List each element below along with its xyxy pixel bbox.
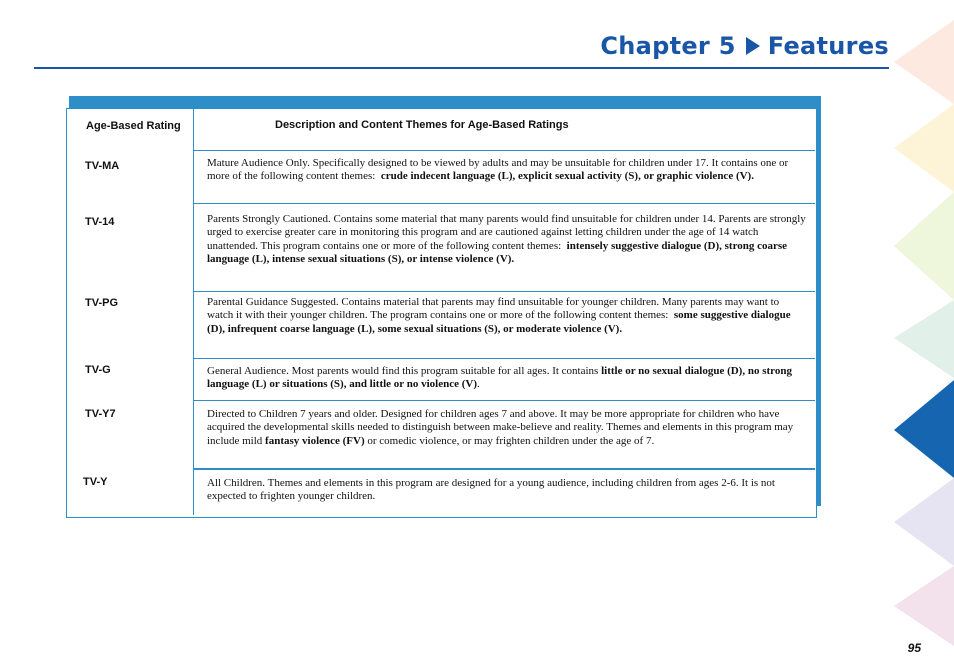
description-text: Directed to Children 7 years and older. Designed for children ages 7 and above. It may be more appropriate for children who have acquired the developmental skills needed to distinguish between make-believe and reality. Themes and elements in this program may include mild <box>207 408 794 447</box>
row-divider <box>193 468 815 470</box>
description-tail: or comedic violence, or may frighten children under the age of 7. <box>367 434 655 447</box>
chevron-right-icon <box>746 37 760 55</box>
chapter-heading <box>600 32 889 60</box>
content-themes: some suggestive dialogue (D), infrequent coarse language (L), some sexual situations (S), or moderate violence (V). <box>207 309 791 335</box>
rating-code: TV-PG <box>85 297 119 309</box>
rating-description <box>207 408 807 448</box>
chapter-label: Chapter 5 <box>600 32 736 60</box>
page-number: 95 <box>907 641 921 655</box>
content-themes: fantasy violence (FV) <box>265 434 365 447</box>
description-text: Parental Guidance Suggested. Contains material that parents may find unsuitable for younger children. Many parents may want to watch it with their younger children. The program contains one or more of the following content themes: <box>207 296 780 322</box>
row-divider <box>193 203 815 204</box>
description-text: General Audience. Most parents would find this program suitable for all ages. It contains <box>207 365 599 377</box>
row-divider <box>193 358 815 359</box>
content-themes: intensely suggestive dialogue (D), strong coarse language (L), intense sexual situations (S), or intense violence (V). <box>207 239 788 266</box>
deco-triangle-lavender <box>894 478 954 566</box>
content-themes: crude indecent language (L), explicit sexual activity (S), or graphic violence (V). <box>380 170 754 183</box>
column-header-description: Description and Content Themes for Age-Based Ratings <box>275 119 569 131</box>
rating-code: TV-Y7 <box>85 408 116 420</box>
row-divider <box>193 291 815 292</box>
header-divider <box>34 67 889 69</box>
row-divider <box>193 150 815 151</box>
rating-code: TV-14 <box>85 216 115 228</box>
rating-description <box>207 296 807 336</box>
ratings-table <box>66 108 817 518</box>
deco-triangle-yellow <box>894 104 954 192</box>
description-text: All Children. Themes and elements in this program are designed for a young audience, including children from ages 2-6. It is not expected to frighten younger children. <box>207 477 775 503</box>
rating-description <box>207 365 807 392</box>
side-decoration <box>894 0 954 668</box>
rating-code: TV-G <box>85 364 111 376</box>
rating-code: TV-MA <box>85 160 120 172</box>
rating-code: TV-Y <box>83 476 108 488</box>
rating-description <box>207 477 807 504</box>
rating-description <box>207 213 807 267</box>
column-header-rating: Age-Based Rating <box>86 120 181 132</box>
column-divider <box>193 109 194 515</box>
row-divider <box>193 400 815 401</box>
description-tail: . <box>477 378 480 391</box>
deco-triangle-blue <box>894 380 954 478</box>
deco-triangle-pink <box>894 566 954 646</box>
deco-triangle-lime <box>894 192 954 300</box>
rating-description <box>207 157 807 184</box>
section-label: Features <box>767 32 889 60</box>
description-text: Parents Strongly Cautioned. Contains some material that many parents would find unsuitable for children under 14. Parents are strongly urged to exercise greater care in monitoring this program and are cautioned against letting children under the age of 14 watch unattended. This program contains one or more of the following content themes: <box>207 213 806 252</box>
deco-triangle-peach <box>894 20 954 104</box>
content-themes: little or no sexual dialogue (D), no strong language (L) or situations (S), and little or no violence (V) <box>207 365 792 391</box>
deco-triangle-mint <box>894 300 954 378</box>
description-text: Mature Audience Only. Specifically designed to be viewed by adults and may be unsuitable for children under 17. It contains one or more of the following content themes: <box>207 157 789 183</box>
